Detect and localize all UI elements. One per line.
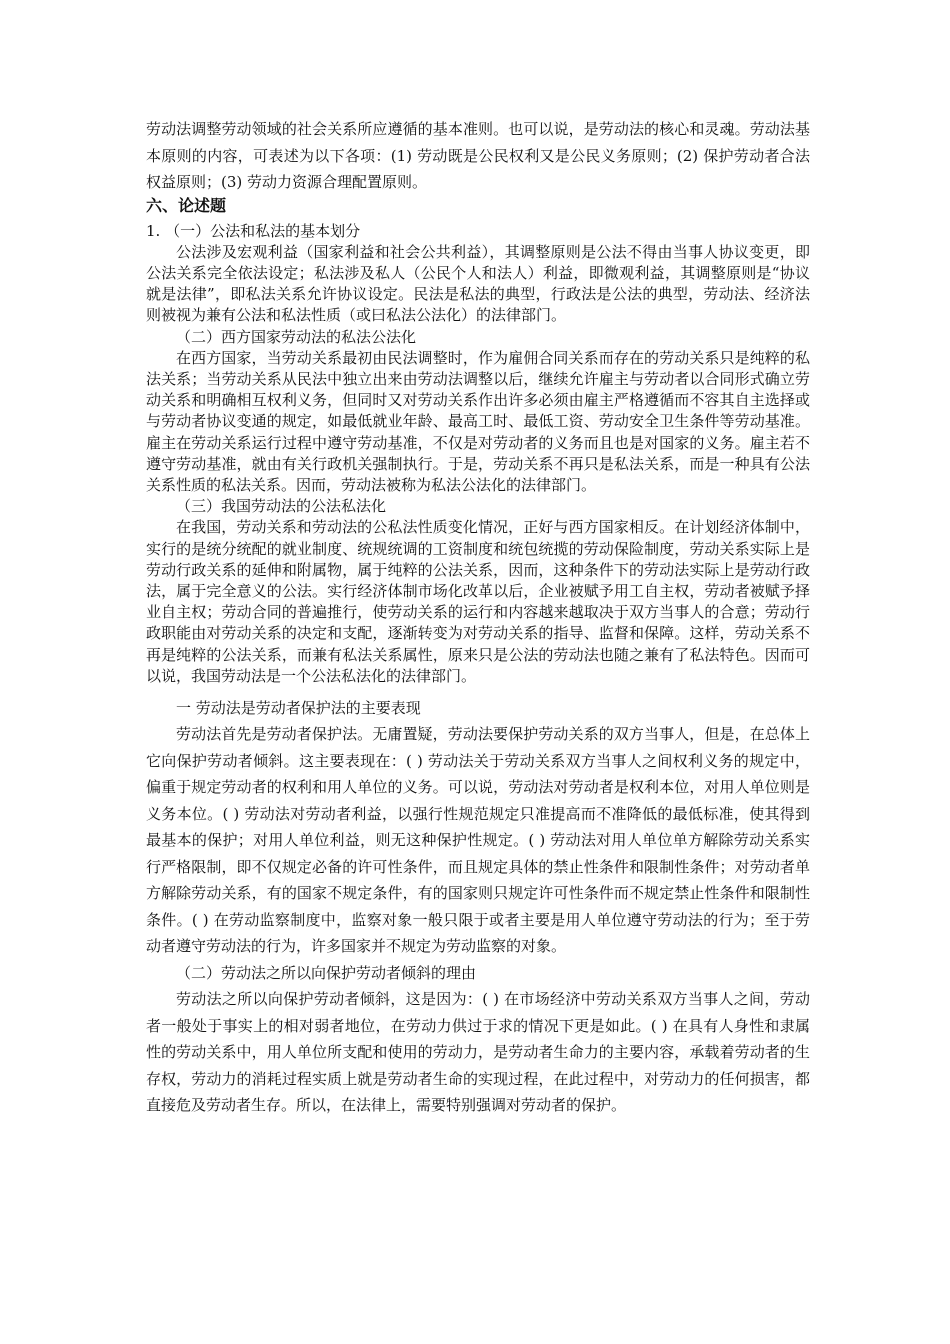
q2-paragraph-2: 劳动法之所以向保护劳动者倾斜，这是因为：( ) 在市场经济中劳动关系双方当事人之间，劳动者一般处于事实上的相对弱者地位，在劳动力供过于求的情况下更是如此。( ) 在具有人身性和隶属性的劳动关系中，用人单位所支配和使用的劳动力，是劳动者生命力的主要内容，承载着劳动者的生存权，劳动力的消耗过程实质上就是劳动者生命的实现过程，在此过程中，对劳动力的任何损害，都直接危及劳动者生存。所以，在法律上，需要特别强调对劳动者的保护。 [146,990,810,1115]
q1-subheading-2: （二）西方国家劳动法的私法公法化 [176,327,417,346]
section-heading: 六、论述题 [146,195,227,215]
q2-subheading-2: （二）劳动法之所以向保护劳动者倾斜的理由 [176,963,477,982]
q2-heading: 一 劳动法是劳动者保护法的主要表现 [176,698,421,717]
essay-question-2 [146,695,810,1119]
q1-subheading-3: （三）我国劳动法的公法私法化 [176,497,387,516]
q1-heading: 1. （一）公法和私法的基本划分 [146,221,361,240]
document-page [146,116,810,1119]
q2-paragraph-1: 劳动法首先是劳动者保护法。无庸置疑，劳动法要保护劳动关系的双方当事人，但是，在总体上它向保护劳动者倾斜。这主要表现在：( ) 劳动法关于劳动关系双方当事人之间权利义务的规定中，偏重于规定劳动者的权利和用人单位的义务。可以说，劳动法对劳动者是权利本位，对用人单位则是义务本位。( ) 劳动法对劳动者利益，以强行性规范规定只准提高而不准降低的最低标准，使其得到最基本的保护；对用人单位利益，则无这种保护性规定。( ) 劳动法对用人单位单方解除劳动关系实行严格限制，即不仅规定必备的许可性条件，而且规定具体的禁止性条件和限制性条件；对劳动者单方解除劳动关系，有的国家不规定条件，有的国家则只规定许可性条件而不规定禁止性条件和限制性条件。( ) 在劳动监察制度中，监察对象一般只限于或者主要是用人单位遵守劳动法的行为；至于劳动者遵守劳动法的行为，许多国家并不规定为劳动监察的对象。 [146,725,810,956]
q1-paragraph-3: 在我国，劳动关系和劳动法的公私法性质变化情况，正好与西方国家相反。在计划经济体制中，实行的是统分统配的就业制度、统规统调的工资制度和统包统揽的劳动保险制度，劳动关系实际上是劳动行政关系的延伸和附属物，属于纯粹的公法关系，因而，这种条件下的劳动法实际上是劳动行政法，属于完全意义的公法。实行经济体制市场化改革以后，企业被赋予用工自主权，劳动者被赋予择业自主权；劳动合同的普遍推行，使劳动关系的运行和内容越来越取决于双方当事人的合意；劳动行政职能由对劳动关系的决定和支配，逐渐转变为对劳动关系的指导、监督和保障。这样，劳动关系不再是纯粹的公法关系，而兼有私法关系属性，原来只是公法的劳动法也随之兼有了私法特色。因而可以说，我国劳动法是一个公法私法化的法律部门。 [146,518,810,685]
q1-paragraph-2: 在西方国家，当劳动关系最初由民法调整时，作为雇佣合同关系而存在的劳动关系只是纯粹的私法关系；当劳动关系从民法中独立出来由劳动法调整以后，继续允许雇主与劳动者以合同形式确立劳动关系和明确相互权利义务，但同时又对劳动关系作出许多必须由雇主严格遵循而不容其自主选择或与劳动者协议变通的规定，如最低就业年龄、最高工时、最低工资、劳动安全卫生条件等劳动基准。雇主在劳动关系运行过程中遵守劳动基准，不仅是对劳动者的义务而且也是对国家的义务。雇主若不遵守劳动基准，就由有关行政机关强制执行。于是，劳动关系不再只是私法关系，而是一种具有公法关系性质的私法关系。因而，劳动法被称为私法公法化的法律部门。 [146,348,810,494]
essay-question-1 [146,221,810,687]
q1-paragraph-1: 公法涉及宏观利益（国家利益和社会公共利益），其调整原则是公法不得由当事人协议变更，即公法关系完全依法设定；私法涉及私人（公民个人和法人）利益，即微观利益，其调整原则是“协议就是法律”，即私法关系允许协议设定。民法是私法的典型，行政法是公法的典型，劳动法、经济法则被视为兼有公法和私法性质（或曰私法公法化）的法律部门。 [146,242,810,325]
intro-paragraph: 劳动法调整劳动领域的社会关系所应遵循的基本准则。也可以说，是劳动法的核心和灵魂。劳动法基本原则的内容，可表述为以下各项：(1) 劳动既是公民权利又是公民义务原则；(2) 保护劳动者合法权益原则；(3) 劳动力资源合理配置原则。 [146,120,810,191]
